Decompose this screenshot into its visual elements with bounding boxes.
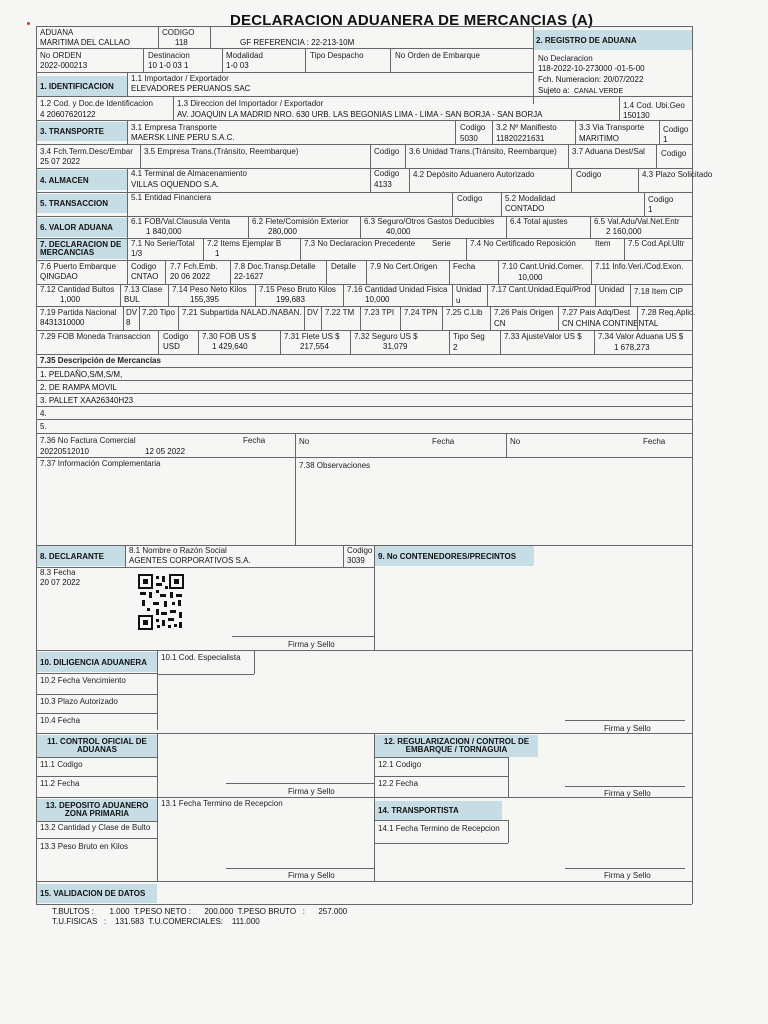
seguro-us-label: 7.32 Seguro US $ (354, 332, 418, 341)
declarante-firma: Firma y Sello (288, 640, 335, 649)
via-transporte-value: MARITIMO (579, 134, 619, 143)
entidad-label: 5.1 Entidad Financiera (131, 193, 212, 202)
fch-emb-label: 7.7 Fch.Emb. (170, 262, 218, 271)
transp-codigo-value: 5030 (460, 134, 478, 143)
pais-origen-label: 7.26 Pais Origen (494, 308, 554, 317)
transporte-header: 3. TRANSPORTE (37, 122, 127, 141)
fecha-vencimiento-label: 10.2 Fecha Vencimiento (40, 676, 126, 685)
moneda-codigo-value: USD (163, 342, 180, 351)
declarante-header: 8. DECLARANTE (37, 546, 125, 566)
mercancias-header: 7. DECLARACION DE MERCANCIAS (37, 239, 127, 259)
fob-us-label: 7.30 FOB US $ (202, 332, 257, 341)
manifiesto-value: 11820221631 (496, 134, 545, 143)
deposito-label: 4.2 Depósito Aduanero Autorizado (413, 170, 535, 179)
cod-doc-value: 4 20607620122 (40, 110, 96, 119)
cod-apl-label: 7.5 Cod.Apl.Ultr (628, 239, 685, 248)
diligencia-header: 10. DILIGENCIA ADUANERA (37, 652, 157, 672)
items-value: 1 (215, 249, 220, 258)
contenedores-header: 9. No CONTENEDORES/PRECINTOS (375, 546, 534, 566)
deposito-termino-label: 13.1 Fecha Termino de Recepcion (161, 799, 283, 808)
transp-codigo3-label: Codigo (661, 149, 687, 158)
transportista-firma: Firma y Sello (604, 871, 651, 880)
peso-neto-value: 155,395 (190, 295, 219, 304)
terminal-label: 4.1 Terminal de Almacenamiento (131, 169, 247, 178)
via-transporte-label: 3.3 Via Transporte (579, 123, 645, 132)
regularizacion-firma: Firma y Sello (604, 789, 651, 798)
desc-line-1: 1. PELDAÑO,S/M,S/M, (40, 370, 123, 379)
dv-value: 8 (126, 318, 131, 327)
control-oficial-header: 11. CONTROL OFICIAL DE ADUANAS (37, 735, 157, 757)
almacen-codigo-label: Codigo (374, 169, 400, 178)
serie-value: 1/3 (131, 249, 143, 258)
subpartida-label: 7.21 Subpartida NALAD./NABAN. (182, 308, 302, 317)
bultos-label: 7.12 Cantidad Bultos (40, 285, 115, 294)
peso-bruto-value: 199,683 (276, 295, 305, 304)
validacion-header: 15. VALIDACION DE DATOS (37, 884, 157, 903)
item-label: Item (595, 239, 611, 248)
desc-line-2: 2. DE RAMPA MOVIL (40, 383, 117, 392)
partida-label: 7.19 Partida Nacional (40, 308, 117, 317)
cod-doc-label: 1.2 Cod. y Doc.de Identificacion (40, 99, 153, 108)
peso-neto-label: 7.14 Peso Neto Kilos (172, 285, 247, 294)
cert-origen-label: 7.9 No Cert.Origen (370, 262, 438, 271)
control-fecha-label: 11.2 Fecha (40, 779, 80, 788)
transaccion-codigo2-label: Codigo (648, 195, 674, 204)
fecha-header-3: Fecha (643, 437, 666, 446)
no-decl-precedente-label: 7.3 No Declaracion Precedente (304, 239, 416, 248)
diligencia-fecha-label: 10.4 Fecha (40, 716, 81, 725)
valor-aduana-header: 6. VALOR ADUANA (37, 218, 127, 237)
fob-label: 6.1 FOB/Val.Clausula Venta (131, 217, 231, 226)
importador-value: ELEVADORES PERUANOS SAC (131, 84, 251, 93)
transp-codigo2-label: Codigo (374, 147, 400, 156)
doc-transp-value: 22-1627 (234, 272, 264, 281)
transportista-header: 14. TRANSPORTISTA (375, 801, 502, 820)
items-label: 7.2 Items Ejemplar B (207, 239, 282, 248)
req-aplic-label: 7.28 Req.Aplic. (641, 308, 696, 317)
modalidad-value: 1-0 03 (226, 61, 249, 70)
puerto-value: QINGDAO (40, 272, 78, 281)
moneda-codigo-label: Codigo (163, 332, 189, 341)
canal-value: CANAL VERDE (574, 88, 624, 95)
regularizacion-fecha-label: 12.2 Fecha (378, 779, 419, 788)
fch-term-label: 3.4 Fch.Term.Desc/Embar (40, 147, 133, 156)
modalidad-label: Modalidad (226, 51, 263, 60)
empresa-transporte-value: MAERSK LINE PERU S.A.C. (131, 133, 235, 142)
plazo-label: 4.3 Plazo Solicitado (642, 170, 713, 179)
ubigeo-value: 150130 (623, 111, 650, 120)
flete-us-value: 217,554 (300, 342, 329, 351)
tipo-seg-value: 2 (453, 343, 458, 352)
transportista-termino-label: 14.1 Fecha Termino de Recepcion (378, 824, 500, 833)
peso-bruto-label: 7.15 Peso Bruto Kilos (259, 285, 336, 294)
ubigeo-label: 1.4 Cod. Ubi.Geo (623, 101, 685, 110)
factura-value: 20220512010 (40, 447, 89, 456)
seguro-value: 40,000 (386, 227, 411, 236)
certificado-label: 7.4 No Certificado Reposición (470, 239, 576, 248)
pais-adq-label: 7.27 Pais Adq/Dest (562, 308, 631, 317)
seguro-label: 6.3 Seguro/Otros Gastos Deducibles (364, 217, 495, 226)
validacion-line-2: T.U.FISICAS : 131.583 T.U.COMERCIALES: 111.000 (52, 917, 260, 926)
info-complementaria-label: 7.37 Información Complementaria (40, 459, 161, 468)
deposito-cantidad-label: 13.2 Cantidad y Clase de Bulto (40, 823, 151, 832)
no-declaracion-value: 118-2022-10-273000 -01-5-00 (538, 64, 645, 73)
destinacion-value: 10 1-0 03 1 (148, 61, 189, 70)
no-header-2: No (299, 437, 310, 446)
clase-label: 7.13 Clase (124, 285, 163, 294)
codigo-value: 118 (175, 38, 188, 47)
declarante-nombre-label: 8.1 Nombre o Razón Social (129, 546, 227, 555)
qr-code (138, 574, 184, 630)
validacion-line-1: T.BULTOS : 1.000 T.PESO NETO : 200.000 T.PESO BRUTO : 257.000 (52, 907, 348, 916)
diligencia-firma: Firma y Sello (604, 724, 651, 733)
gf-reference: GF REFERENCIA : 22-213-10M (240, 38, 355, 47)
fob-value: 1 840,000 (146, 227, 182, 236)
fecha-header-2: Fecha (432, 437, 455, 446)
transp-codigo-label: Codigo (460, 123, 486, 132)
modalidad-pago-value: CONTADO (505, 204, 545, 213)
importador-label: 1.1 Importador / Exportador (131, 74, 229, 83)
form-title: DECLARACION ADUANERA DE MERCANCIAS (A) (230, 12, 594, 29)
via-codigo-label: Codigo (663, 125, 689, 134)
dv2-label: DV (307, 308, 319, 317)
observaciones-label: 7.38 Observaciones (299, 461, 371, 470)
transaccion-header: 5. TRANSACCION (37, 194, 127, 213)
partida-value: 8431310000 (40, 318, 85, 327)
tpi-label: 7.23 TPI (364, 308, 395, 317)
cant-fisica-label: 7.16 Cantidad Unidad Fisica (347, 285, 448, 294)
serie2-label: Serie (432, 239, 451, 248)
cant-comer-value: 10,000 (518, 273, 543, 282)
identificacion-header: 1. IDENTIFICACION (37, 76, 127, 96)
control-firma: Firma y Sello (288, 787, 335, 796)
almacen-header: 4. ALMACEN (37, 170, 127, 190)
especialista-label: 10.1 Cod. Especialista (161, 653, 241, 662)
cant-equi-label: 7.17 Cant.Unidad.Equi/Prod (491, 285, 591, 294)
tipo-seg-label: Tipo Seg (453, 332, 485, 341)
control-codigo-label: 11.1 Codigo (40, 760, 83, 769)
fch-term-value: 25 07 2022 (40, 157, 81, 166)
valadu-value: 2 160,000 (606, 227, 642, 236)
no-declaracion-label: No Declaracion (538, 54, 593, 63)
codigo-label: CODIGO (162, 28, 195, 37)
regularizacion-header: 12. REGULARIZACION / CONTROL DE EMBARQUE / TORNAGUIA (375, 735, 538, 757)
empresa-trans-label: 3.5 Empresa Trans.(Tránsito, Reembarque) (144, 147, 299, 156)
ajuste-label: 7.33 AjusteValor US $ (504, 332, 582, 341)
valadu-label: 6.5 Val.Adu/Val.Net.Entr (594, 217, 680, 226)
red-mark (27, 22, 30, 25)
clib-label: 7.25 C.Lib (446, 308, 483, 317)
clase-value: BUL (124, 295, 140, 304)
direccion-label: 1.3 Direccion del Importador / Exportador (177, 99, 324, 108)
serie-label: 7.1 No Serie/Total (131, 239, 195, 248)
direccion-value: AV. JOAQUIN LA MADRID NRO. 630 URB. LAS BEGONIAS LIMA - LIMA - SAN BORJA - SAN BORJA (177, 110, 543, 119)
pais-origen-value: CN (494, 319, 506, 328)
info-veri-label: 7.11 Info.Veri./Cod.Exon. (595, 262, 684, 271)
terminal-value: VILLAS OQUENDO S.A. (131, 180, 220, 189)
modalidad-pago-label: 5.2 Modalidad (505, 194, 556, 203)
transaccion-codigo2-value: 1 (648, 205, 653, 214)
declarante-nombre-value: AGENTES CORPORATIVOS S.A. (129, 556, 251, 565)
fob-us-value: 1 429,640 (212, 342, 248, 351)
cert-fecha-label: Fecha (453, 262, 476, 271)
detalle-label: Detalle (331, 262, 356, 271)
deposito-firma: Firma y Sello (288, 871, 335, 880)
puerto-codigo-label: Codigo (131, 262, 157, 271)
plazo-autorizado-label: 10.3 Plazo Autorizado (40, 697, 118, 706)
item-cip-label: 7.18 Item CIP (634, 287, 683, 296)
tpn-label: 7.24 TPN (404, 308, 438, 317)
almacen-codigo2-label: Codigo (576, 170, 602, 179)
almacen-codigo-value: 4133 (374, 180, 392, 189)
destinacion-label: Destinacion (148, 51, 190, 60)
factura-label: 7.36 No Factura Comercial (40, 436, 136, 445)
puerto-label: 7.6 Puerto Embarque (40, 262, 117, 271)
bultos-value: 1,000 (60, 295, 81, 304)
desc-line-3: 3. PALLET XAA26340H23 (40, 396, 134, 405)
unidad-label: Unidad (456, 285, 482, 294)
factura-fecha: 12 05 2022 (145, 447, 186, 456)
sujeto-a: Sujeto a: (538, 86, 570, 95)
fecha-numeracion: Fch. Numeracion: 20/07/2022 (538, 75, 644, 84)
no-orden-value: 2022-000213 (40, 61, 88, 70)
unidad2-label: Unidad (599, 285, 625, 294)
tipo-despacho-label: Tipo Despacho (310, 51, 364, 60)
valor-aduana-us-value: 1 678,273 (614, 343, 650, 352)
puerto-codigo-value: CNTAO (131, 272, 159, 281)
deposito-header: 13. DEPOSITO ADUANERO ZONA PRIMARIA (37, 799, 157, 821)
registro-aduana-header: 2. REGISTRO DE ADUANA (533, 30, 692, 50)
via-codigo-value: 1 (663, 135, 668, 144)
orden-embarque-label: No Orden de Embarque (395, 51, 480, 60)
declarante-fecha-value: 20 07 2022 (40, 578, 81, 587)
aduana-value: MARITIMA DEL CALLAO (40, 38, 130, 47)
manifiesto-label: 3.2 Nº Manifiesto (496, 123, 557, 132)
descripcion-label: 7.35 Descripción de Mercancías (40, 356, 161, 365)
dv-label: DV (126, 308, 138, 317)
flete-value: 280,000 (268, 227, 297, 236)
doc-transp-label: 7.8 Doc.Transp.Detalle (234, 262, 316, 271)
flete-us-label: 7.31 Flete US $ (284, 332, 340, 341)
tm-label: 7.22 TM (325, 308, 355, 317)
regularizacion-codigo-label: 12.1 Codigo (378, 760, 422, 769)
unidad-trans-label: 3.6 Unidad Trans.(Tránsito, Reembarque) (409, 147, 557, 156)
valor-aduana-us-label: 7.34 Valor Aduana US $ (598, 332, 684, 341)
fob-moneda-label: 7.29 FOB Moneda Transaccion (40, 332, 151, 341)
unidad-value: u (456, 296, 461, 305)
seguro-us-value: 31,079 (383, 342, 408, 351)
declarante-codigo-value: 3039 (347, 556, 365, 565)
aduana-label: ADUANA (40, 28, 74, 37)
no-header-3: No (510, 437, 521, 446)
pais-adq-value: CN CHINA CONTINENTAL (562, 319, 659, 328)
declarante-codigo-label: Codigo (347, 546, 373, 555)
cant-comer-label: 7.10 Cant.Unid.Comer. (502, 262, 584, 271)
ajustes-label: 6.4 Total ajustes (510, 217, 568, 226)
empresa-transporte-label: 3.1 Empresa Transporte (131, 123, 217, 132)
declarante-fecha-label: 8.3 Fecha (40, 568, 76, 577)
flete-label: 6.2 Flete/Comisión Exterior (252, 217, 349, 226)
no-orden-label: No ORDEN (40, 51, 82, 60)
deposito-peso-label: 13.3 Peso Bruto en Kilos (40, 842, 129, 851)
fecha-header-1: Fecha (243, 436, 266, 445)
aduana-dest-label: 3.7 Aduana Dest/Sal (572, 147, 645, 156)
fch-emb-value: 20 06 2022 (170, 272, 211, 281)
desc-line-5: 5. (40, 422, 47, 431)
transaccion-codigo-label: Codigo (457, 194, 483, 203)
desc-line-4: 4. (40, 409, 47, 418)
tipo-label: 7.20 Tipo (142, 308, 175, 317)
cant-fisica-value: 10,000 (365, 295, 390, 304)
